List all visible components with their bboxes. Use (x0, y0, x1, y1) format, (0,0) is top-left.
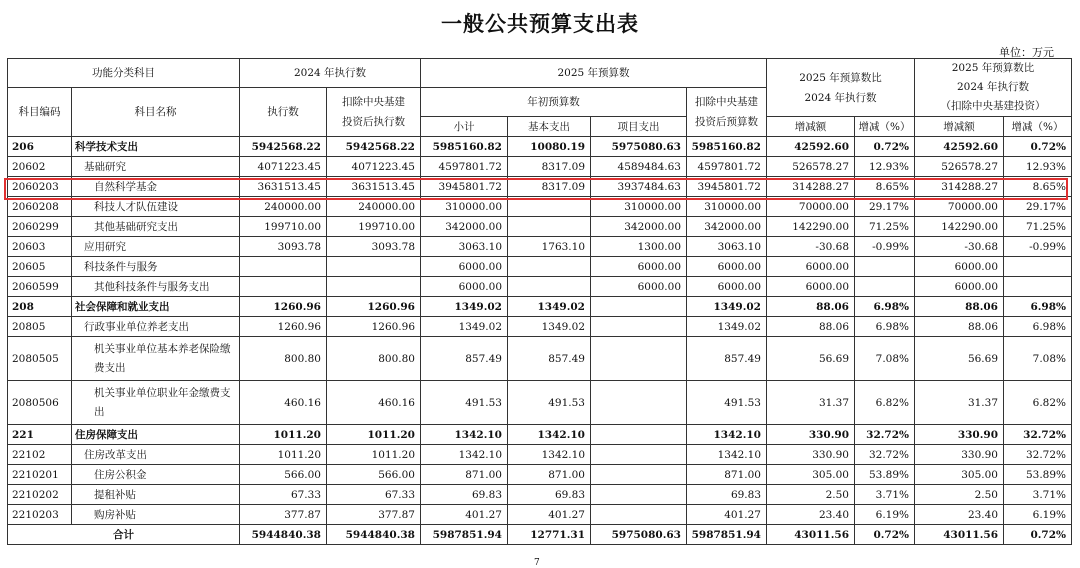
row-name: 机关事业单位职业年金缴费支出 (72, 381, 240, 425)
table-row (8, 317, 1072, 337)
row-value: 1349.02 (421, 317, 508, 337)
row-value: 5975080.63 (591, 137, 687, 157)
row-name: 其他科技条件与服务支出 (72, 277, 240, 297)
row-value: 53.89% (855, 465, 915, 485)
row-name: 住房公积金 (72, 465, 240, 485)
row-value: 330.90 (915, 425, 1004, 445)
row-value: 6000.00 (591, 257, 687, 277)
total-row (8, 525, 1072, 545)
row-value: 53.89% (1004, 465, 1072, 485)
row-value: 31.37 (915, 381, 1004, 425)
row-value: 32.72% (1004, 445, 1072, 465)
row-value: 1260.96 (240, 317, 327, 337)
row-value: 1260.96 (327, 297, 421, 317)
row-value: 3.71% (855, 485, 915, 505)
row-value (591, 445, 687, 465)
total-value: 12771.31 (508, 525, 591, 545)
row-value: 67.33 (240, 485, 327, 505)
header-initial: 年初预算数 (421, 88, 687, 117)
row-value (591, 465, 687, 485)
row-code: 221 (8, 425, 72, 445)
row-value: 6000.00 (687, 257, 767, 277)
row-value: 377.87 (240, 505, 327, 525)
row-value: 12.93% (855, 157, 915, 177)
row-value: 7.08% (855, 337, 915, 381)
row-value: 6.98% (855, 317, 915, 337)
row-name: 自然科学基金 (72, 177, 240, 197)
row-value: 314288.27 (767, 177, 855, 197)
row-value: 1342.10 (687, 425, 767, 445)
row-code: 20805 (8, 317, 72, 337)
row-value: 3.71% (1004, 485, 1072, 505)
row-value: 32.72% (855, 425, 915, 445)
row-value: 199710.00 (327, 217, 421, 237)
row-name: 社会保障和就业支出 (72, 297, 240, 317)
row-value: 56.69 (915, 337, 1004, 381)
row-value: 871.00 (508, 465, 591, 485)
table-row (8, 505, 1072, 525)
row-value: 314288.27 (915, 177, 1004, 197)
table-row (8, 237, 1072, 257)
row-value (327, 277, 421, 297)
budget-table (7, 58, 1072, 545)
row-value: 6000.00 (767, 257, 855, 277)
row-value: 305.00 (767, 465, 855, 485)
row-value: 3093.78 (327, 237, 421, 257)
row-value: 1342.10 (508, 425, 591, 445)
table-row (8, 217, 1072, 237)
row-code: 2210203 (8, 505, 72, 525)
row-value (591, 317, 687, 337)
row-code: 20605 (8, 257, 72, 277)
row-value: 29.17% (1004, 197, 1072, 217)
total-value: 0.72% (855, 525, 915, 545)
row-value: 491.53 (508, 381, 591, 425)
row-value: 70000.00 (767, 197, 855, 217)
row-value: 0.72% (855, 137, 915, 157)
header-pct: 增减（%） (855, 117, 915, 137)
row-value: 342000.00 (687, 217, 767, 237)
row-value: 3093.78 (240, 237, 327, 257)
row-value: 4071223.45 (240, 157, 327, 177)
row-code: 2060203 (8, 177, 72, 197)
row-name: 提租补贴 (72, 485, 240, 505)
row-value: 1763.10 (508, 237, 591, 257)
row-value: 3063.10 (687, 237, 767, 257)
row-value: 401.27 (687, 505, 767, 525)
row-value (1004, 257, 1072, 277)
row-value (1004, 277, 1072, 297)
row-value: 330.90 (767, 445, 855, 465)
header-basic: 基本支出 (508, 117, 591, 137)
row-value: 5985160.82 (421, 137, 508, 157)
row-value (591, 381, 687, 425)
row-value: 142290.00 (915, 217, 1004, 237)
total-value: 5987851.94 (687, 525, 767, 545)
row-value (591, 505, 687, 525)
row-value: 401.27 (508, 505, 591, 525)
row-name: 基础研究 (72, 157, 240, 177)
row-value: 8317.09 (508, 177, 591, 197)
row-value: -30.68 (767, 237, 855, 257)
row-value: 1342.10 (421, 425, 508, 445)
row-value: 42592.60 (767, 137, 855, 157)
row-value: 69.83 (421, 485, 508, 505)
row-value: 305.00 (915, 465, 1004, 485)
row-code: 2060599 (8, 277, 72, 297)
row-value: 6.98% (1004, 317, 1072, 337)
row-value: 88.06 (915, 297, 1004, 317)
row-name: 住房改革支出 (72, 445, 240, 465)
table-row (8, 277, 1072, 297)
row-value: 5985160.82 (687, 137, 767, 157)
row-name: 应用研究 (72, 237, 240, 257)
row-value: 566.00 (240, 465, 327, 485)
total-value: 5987851.94 (421, 525, 508, 545)
table-row (8, 381, 1072, 425)
total-value: 43011.56 (915, 525, 1004, 545)
row-value: 6000.00 (421, 277, 508, 297)
header-code: 科目编码 (8, 88, 72, 137)
row-value: 1260.96 (327, 317, 421, 337)
row-value: -30.68 (915, 237, 1004, 257)
header-diff: 增减额 (767, 117, 855, 137)
header-subtotal: 小计 (421, 117, 508, 137)
header-exec-excl: 扣除中央基建 投资后执行数 (327, 88, 421, 137)
total-value: 5944840.38 (240, 525, 327, 545)
row-value: 240000.00 (327, 197, 421, 217)
row-value: 857.49 (508, 337, 591, 381)
header-budget-excl: 扣除中央基建 投资后预算数 (687, 88, 767, 137)
row-value: 4597801.72 (421, 157, 508, 177)
row-value: 240000.00 (240, 197, 327, 217)
row-value: 460.16 (327, 381, 421, 425)
row-value: 310000.00 (421, 197, 508, 217)
header-name: 科目名称 (72, 88, 240, 137)
page-title: 一般公共预算支出表 (441, 11, 639, 36)
row-name: 住房保障支出 (72, 425, 240, 445)
row-value: 56.69 (767, 337, 855, 381)
row-value: -0.99% (855, 237, 915, 257)
row-value: 377.87 (327, 505, 421, 525)
row-value: 4589484.63 (591, 157, 687, 177)
row-name: 科技条件与服务 (72, 257, 240, 277)
row-value: 401.27 (421, 505, 508, 525)
row-name: 科学技术支出 (72, 137, 240, 157)
row-value: 342000.00 (421, 217, 508, 237)
table-row (8, 297, 1072, 317)
row-value: 1349.02 (508, 297, 591, 317)
row-value: 1300.00 (591, 237, 687, 257)
row-value: 1342.10 (687, 445, 767, 465)
row-value: -0.99% (1004, 237, 1072, 257)
row-value: 871.00 (421, 465, 508, 485)
row-value: 6.19% (855, 505, 915, 525)
row-value: 88.06 (767, 297, 855, 317)
row-value: 88.06 (915, 317, 1004, 337)
row-value: 460.16 (240, 381, 327, 425)
row-value: 88.06 (767, 317, 855, 337)
row-value: 8.65% (855, 177, 915, 197)
total-value: 43011.56 (767, 525, 855, 545)
row-value: 6000.00 (767, 277, 855, 297)
row-value: 70000.00 (915, 197, 1004, 217)
row-value (508, 277, 591, 297)
row-name: 购房补贴 (72, 505, 240, 525)
table-row (8, 465, 1072, 485)
row-value: 7.08% (1004, 337, 1072, 381)
row-code: 22102 (8, 445, 72, 465)
row-value: 32.72% (1004, 425, 1072, 445)
row-value: 566.00 (327, 465, 421, 485)
row-value: 3937484.63 (591, 177, 687, 197)
row-value: 6000.00 (591, 277, 687, 297)
table-row (8, 257, 1072, 277)
row-code: 2210202 (8, 485, 72, 505)
row-value (591, 337, 687, 381)
row-value (508, 217, 591, 237)
row-value (240, 277, 327, 297)
row-code: 208 (8, 297, 72, 317)
table-row (8, 137, 1072, 157)
row-value: 3945801.72 (421, 177, 508, 197)
row-value: 3631513.45 (240, 177, 327, 197)
row-value: 0.72% (1004, 137, 1072, 157)
row-value: 1342.10 (421, 445, 508, 465)
row-value: 142290.00 (767, 217, 855, 237)
row-value: 199710.00 (240, 217, 327, 237)
row-value: 6000.00 (421, 257, 508, 277)
table-row (8, 157, 1072, 177)
row-code: 2060208 (8, 197, 72, 217)
unit-label: 单位：万元 (999, 46, 1054, 59)
row-value (508, 197, 591, 217)
row-value: 6000.00 (915, 257, 1004, 277)
row-value: 6.82% (855, 381, 915, 425)
row-value: 1260.96 (240, 297, 327, 317)
row-value: 71.25% (1004, 217, 1072, 237)
table-row (8, 337, 1072, 381)
page-number: 7 (534, 558, 540, 568)
row-value: 491.53 (421, 381, 508, 425)
row-value: 491.53 (687, 381, 767, 425)
row-value: 6.98% (855, 297, 915, 317)
table-row (8, 197, 1072, 217)
total-value: 0.72% (1004, 525, 1072, 545)
row-value: 42592.60 (915, 137, 1004, 157)
row-value: 6.82% (1004, 381, 1072, 425)
row-value: 8.65% (1004, 177, 1072, 197)
total-value: 5944840.38 (327, 525, 421, 545)
row-value (855, 277, 915, 297)
row-code: 2080505 (8, 337, 72, 381)
row-value: 1349.02 (687, 317, 767, 337)
row-code: 2210201 (8, 465, 72, 485)
row-value: 871.00 (687, 465, 767, 485)
row-value: 342000.00 (591, 217, 687, 237)
row-name: 其他基础研究支出 (72, 217, 240, 237)
row-value: 2.50 (767, 485, 855, 505)
row-value: 6000.00 (687, 277, 767, 297)
row-name: 机关事业单位基本养老保险缴费支出 (72, 337, 240, 381)
row-value: 526578.27 (767, 157, 855, 177)
row-value: 526578.27 (915, 157, 1004, 177)
row-value: 69.83 (508, 485, 591, 505)
row-value: 1342.10 (508, 445, 591, 465)
row-value: 330.90 (767, 425, 855, 445)
row-value: 10080.19 (508, 137, 591, 157)
row-value: 23.40 (915, 505, 1004, 525)
row-value (508, 257, 591, 277)
row-value: 2.50 (915, 485, 1004, 505)
header-pct2: 增减（%） (1004, 117, 1072, 137)
row-name: 科技人才队伍建设 (72, 197, 240, 217)
row-value: 1011.20 (240, 445, 327, 465)
header-cmp-2024: 2025 年预算数比 2024 年执行数 (767, 59, 915, 117)
row-name: 行政事业单位养老支出 (72, 317, 240, 337)
row-value: 4071223.45 (327, 157, 421, 177)
row-value (855, 257, 915, 277)
row-value (240, 257, 327, 277)
row-value: 800.80 (240, 337, 327, 381)
row-value: 5942568.22 (240, 137, 327, 157)
table-row (8, 177, 1072, 197)
row-value: 6000.00 (915, 277, 1004, 297)
row-value: 67.33 (327, 485, 421, 505)
row-value: 3631513.45 (327, 177, 421, 197)
row-value (591, 297, 687, 317)
row-code: 20603 (8, 237, 72, 257)
row-value (591, 425, 687, 445)
header-budget-2025: 2025 年预算数 (421, 59, 767, 88)
row-value: 12.93% (1004, 157, 1072, 177)
row-value: 4597801.72 (687, 157, 767, 177)
row-value: 310000.00 (591, 197, 687, 217)
row-value: 1349.02 (421, 297, 508, 317)
row-value: 23.40 (767, 505, 855, 525)
row-value: 69.83 (687, 485, 767, 505)
header-diff2: 增减额 (915, 117, 1004, 137)
row-code: 20602 (8, 157, 72, 177)
header-exec: 执行数 (240, 88, 327, 137)
header-func-cat: 功能分类科目 (8, 59, 240, 88)
row-value: 310000.00 (687, 197, 767, 217)
row-value: 6.98% (1004, 297, 1072, 317)
row-value: 800.80 (327, 337, 421, 381)
header-exec-2024: 2024 年执行数 (240, 59, 421, 88)
total-label: 合计 (8, 525, 240, 545)
row-value: 3063.10 (421, 237, 508, 257)
row-value: 1011.20 (240, 425, 327, 445)
row-value: 1011.20 (327, 445, 421, 465)
row-value: 3945801.72 (687, 177, 767, 197)
row-code: 2060299 (8, 217, 72, 237)
row-value: 1349.02 (508, 317, 591, 337)
row-value: 71.25% (855, 217, 915, 237)
row-value: 32.72% (855, 445, 915, 465)
row-value: 857.49 (421, 337, 508, 381)
row-value: 330.90 (915, 445, 1004, 465)
row-value (327, 257, 421, 277)
row-value: 29.17% (855, 197, 915, 217)
row-value: 8317.09 (508, 157, 591, 177)
row-code: 2080506 (8, 381, 72, 425)
row-value: 5942568.22 (327, 137, 421, 157)
table-row (8, 445, 1072, 465)
table-row (8, 485, 1072, 505)
header-project: 项目支出 (591, 117, 687, 137)
row-value: 6.19% (1004, 505, 1072, 525)
row-code: 206 (8, 137, 72, 157)
header-cmp-excl: 2025 年预算数比 2024 年执行数 （扣除中央基建投资） (915, 59, 1072, 117)
row-value: 31.37 (767, 381, 855, 425)
row-value: 857.49 (687, 337, 767, 381)
row-value: 1011.20 (327, 425, 421, 445)
total-value: 5975080.63 (591, 525, 687, 545)
row-value (591, 485, 687, 505)
row-value: 1349.02 (687, 297, 767, 317)
table-row (8, 425, 1072, 445)
